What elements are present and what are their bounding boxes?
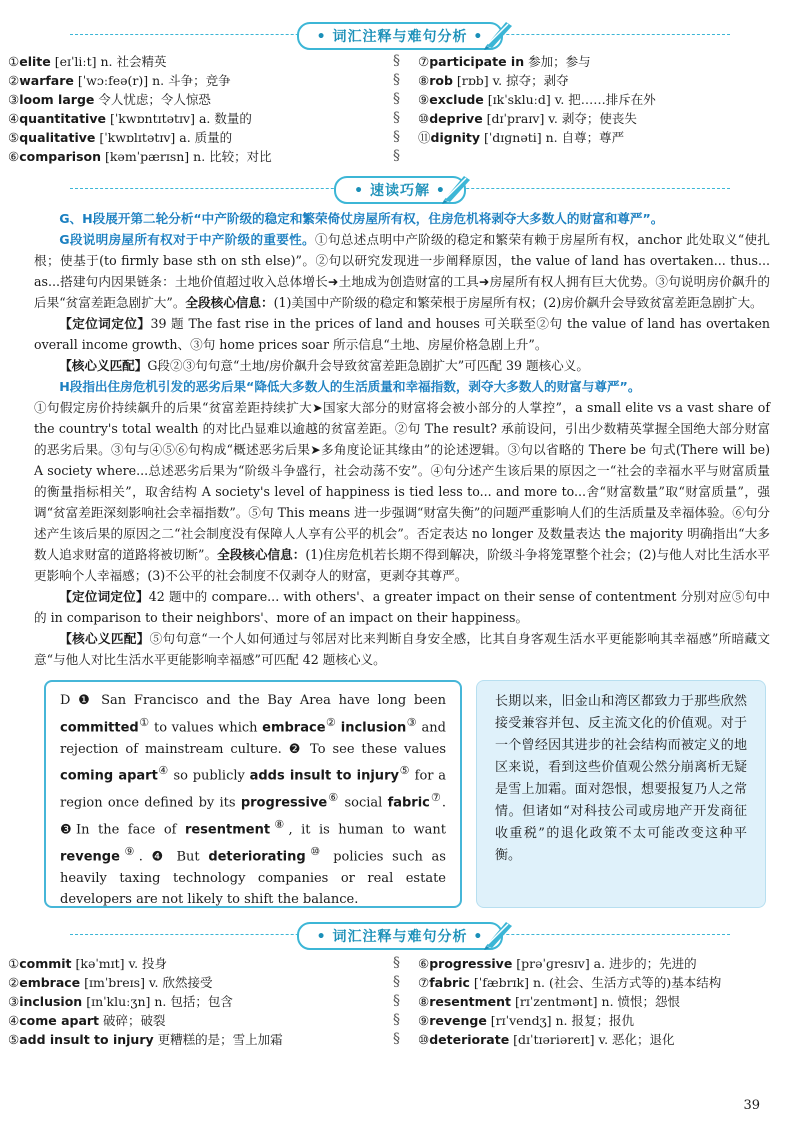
pen-icon — [482, 16, 516, 50]
list-item: ⑪dignity [ˈdɪɡnəti] n. 自尊；尊严 — [418, 130, 625, 145]
list-item: ⑨revenge [rɪˈvendʒ] n. 报复；报仇 — [418, 1013, 634, 1028]
wave-divider: § § § § § — [393, 955, 400, 1047]
analysis-section: G、H段展开第二轮分析“中产阶级的稳定和繁荣倚仗房屋所有权，住房危机将剥夺大多数人的财富和尊严”。 G段说明房屋所有权对于中产阶级的重要性。①句总述点明中产阶级的稳定和繁荣有赖于房屋所有权，anchor 此处取义“使扎根；使基于(to firmly base sth on sth else)”。②句以研究发现进一步阐释原因，the value of land has overtaken... thus... as...搭建句内因果链条：土地价值超过收入总体增长➜土地成为创造财富的工具➜房屋所有权人拥有巨大优势。③句说明房价飙升的后果“贫富差距急剧扩大”。全段核心信息：(1)美国中产阶级的稳定和繁荣根于房屋所有权；(2)房价飙升会导致贫富差距急剧扩大。 【定位词定位】39 题 The fast rise in the prices of land and houses 可关联至②句 the value of land has overtaken overall income growth、③句 home prices soar 所示信息“土地、房屋价格急剧上升”。 【核心义匹配】G段②③句句意“土地/房价飙升会导致贫富差距急剧扩大”可匹配 39 题核心义。 H段指出住房危机引发的恶劣后果“降低大多数人的生活质量和幸福指数，剥夺大多数人的财富与尊严”。 ①句假定房价持续飙升的后果“贫富差距持续扩大➤国家大部分的财富将会被小部分的人掌控”，a small elite vs a vast share of the country's total wealth 的对比凸显难以逾越的贫富差距。②句 The result? 承前设问，引出少数精英掌握全国绝大部分财富的恶劣后果。③句与④⑤⑥句构成“概述恶劣后果➤多角度论证其缘由”的论述逻辑。③句以省略的 There be 句式(There will be) A society where...总述恶劣后果为“阶级斗争盛行，社会动荡不安”。④句分述产生该后果的原因之一“社会的幸福水平与财富质量的衡量指标相关”，取舍结构 A society's level of happiness is tied less to... and more to...舍“财富数量”取“财富质量”，强调“贫富差距深刻影响社会幸福指数”。⑤句 This means 进一步强调“财富失衡”的问题严重影响人们的生活质量及幸福体验。⑥句分述产生该后果的原因之二“社会制度没有保障人人享有公平的机会”。否定表达 no longer 及数量表达 the majority 明确指出“大多数人追求财富的道路将被切断”。全段核心信息：(1)住房危机若长期不得到解决，阶级斗争将笼罩整个社会；(2)与他人对比生活水平更影响个人幸福感；(3)不公平的社会制度不仅剥夺人的财富，更剥夺其尊严。 【定位词定位】42 题中的 compare... with others'、a greater impact on their sense of contentment 分别对应⑤句中的 in comparison to their neighbors'、more of an impact on their happiness。 【核心义匹配】⑤句句意“一个人如何通过与邻居对比来判断自身安全感，比其自身客观生活水平更能影响其幸福感”所暗藏文意“与他人对比生活水平更能影响幸福感”可匹配 42 题核心义。 — [34, 211, 771, 667]
list-item: ①commit [kəˈmɪt] v. 投身 — [8, 956, 168, 971]
list-item: ⑨exclude [ɪkˈskluːd] v. 把……排斥在外 — [418, 92, 656, 107]
vocab-banner-label: • 词汇注释与难句分析 • — [297, 22, 504, 50]
vocab-banner-bottom — [0, 922, 800, 948]
vocab-list-left — [8, 52, 388, 166]
reading-banner-label: • 速读巧解 • — [334, 176, 466, 204]
h-body: ①句假定房价持续飙升的后果“贫富差距持续扩大➤国家大部分的财富将会被小部分的人掌控”，a small elite vs a vast share of the country's total wealth 的对比凸显难以逾越的贫富差距。②句 The result? 承前设问，引出少数精英掌握全国绝大部分财富的恶劣后果。③句与④⑤⑥句构成“概述恶劣后果➤多角度论证其缘由”的论述逻辑。③句以省略的 There be 句式(There will be) A society where...总述恶劣后果为“阶级斗争盛行，社会动荡不安”。④句分述产生该后果的原因之一“社会的幸福水平与财富质量的衡量指标相关”，取舍结构 A society's level of happiness is tied less to... and more to...舍“财富数量”取“财富质量”，强调“贫富差距深刻影响社会幸福指数”。⑤句 This means 进一步强调“财富失衡”的问题严重影响人们的生活质量及幸福体验。⑥句分述产生该后果的原因之二“社会制度没有保障人人享有公平的机会”。否定表达 no longer 及数量表达 the majority 明确指出“大多数人追求财富的道路将被切断”。 — [34, 400, 770, 562]
list-item: ②embrace [ɪmˈbreɪs] v. 欣然接受 — [8, 975, 213, 990]
list-item: ④quantitative [ˈkwɒntɪtətɪv] a. 数量的 — [8, 111, 252, 126]
vocab-list-right — [418, 954, 788, 1049]
gh-intro: G、H段展开第二轮分析“中产阶级的稳定和繁荣倚仗房屋所有权，住房危机将剥夺大多数人的财富和尊严”。 — [59, 211, 664, 226]
list-item: ⑦participate in 参加；参与 — [418, 54, 591, 69]
g-body: ①句总述点明中产阶级的稳定和繁荣有赖于房屋所有权，anchor 此处取义“使扎根；使基于(to firmly base sth on sth else)”。②句以研究发现进一步阐释原因，the value of land has overtaken... thus... as...搭建句内因果链条：土地价值超过收入总体增长➜土地成为创造财富的工具➜房屋所有权人拥有巨大优势。③句说明房价飙升的后果“贫富差距急剧扩大”。 — [34, 232, 771, 310]
vocab-banner-top — [0, 22, 800, 48]
list-item: ⑤qualitative [ˈkwɒlɪtətɪv] a. 质量的 — [8, 130, 233, 145]
pen-icon — [440, 170, 474, 204]
list-item: ④come apart 破碎；破裂 — [8, 1013, 166, 1028]
pen-icon — [482, 916, 516, 950]
passage-chinese: 长期以来，旧金山和湾区都致力于那些欣然接受兼容并包、反主流文化的价值观。对于一个曾经因其进步的社会结构而被定义的地区来说，看到这些价值观公然分崩离析无疑是雪上加霜。面对怨恨，想要报复乃人之常情。但诸如“对科技公司或房地产开发商征收重税”的退化政策不太可能改变这种平衡。 — [476, 680, 766, 908]
list-item: ⑤add insult to injury 更糟糕的是；雪上加霜 — [8, 1032, 283, 1047]
list-item: ⑥progressive [prəˈɡresɪv] a. 进步的；先进的 — [418, 956, 697, 971]
list-item: ⑥comparison [kəmˈpærɪsn] n. 比较；对比 — [8, 149, 272, 164]
list-item: ⑩deprive [dɪˈpraɪv] v. 剥夺；使丧失 — [418, 111, 637, 126]
list-item: ③loom large 令人忧虑；令人惊恐 — [8, 92, 211, 107]
list-item: ⑦fabric [ˈfæbrɪk] n. (社会、生活方式等的)基本结构 — [418, 975, 722, 990]
list-item: ①elite [eɪˈliːt] n. 社会精英 — [8, 54, 167, 69]
h-heading: H段指出住房危机引发的恶劣后果“降低大多数人的生活质量和幸福指数，剥夺大多数人的财富与尊严”。 — [59, 379, 641, 394]
passage-english: D ❶ San Francisco and the Bay Area have long been committed① to values which embrace② inclusion③ and rejection of mainstream culture. ❷ To see these values coming apart④ so publicly adds insult to injury⑤ for a region once defined by its progressive⑥ social fabric⑦. ❸In the face of resentment⑧, it is human to want revenge⑨. ❹ But deteriorating⑩ policies such as heavily taxing technology companies or real estate developers are not likely to shift the balance. — [44, 680, 462, 908]
wave-divider: § § § § § § — [393, 53, 400, 164]
page-number: 39 — [743, 1098, 760, 1113]
vocab-banner-label: • 词汇注释与难句分析 • — [297, 922, 504, 950]
g-heading: G段说明房屋所有权对于中产阶级的重要性。 — [59, 232, 315, 247]
list-item: ②warfare [ˈwɔːfeə(r)] n. 斗争；竞争 — [8, 73, 231, 88]
vocab-list-right — [418, 52, 788, 147]
reading-banner — [0, 176, 800, 202]
vocab-list-left — [8, 954, 388, 1049]
list-item: ③inclusion [ɪnˈkluːʒn] n. 包括；包含 — [8, 994, 233, 1009]
list-item: ⑧resentment [rɪˈzentmənt] n. 愤恨；怨恨 — [418, 994, 681, 1009]
list-item: ⑧rob [rɒb] v. 掠夺；剥夺 — [418, 73, 569, 88]
list-item: ⑩deteriorate [dɪˈtɪəriəreɪt] v. 恶化；退化 — [418, 1032, 675, 1047]
